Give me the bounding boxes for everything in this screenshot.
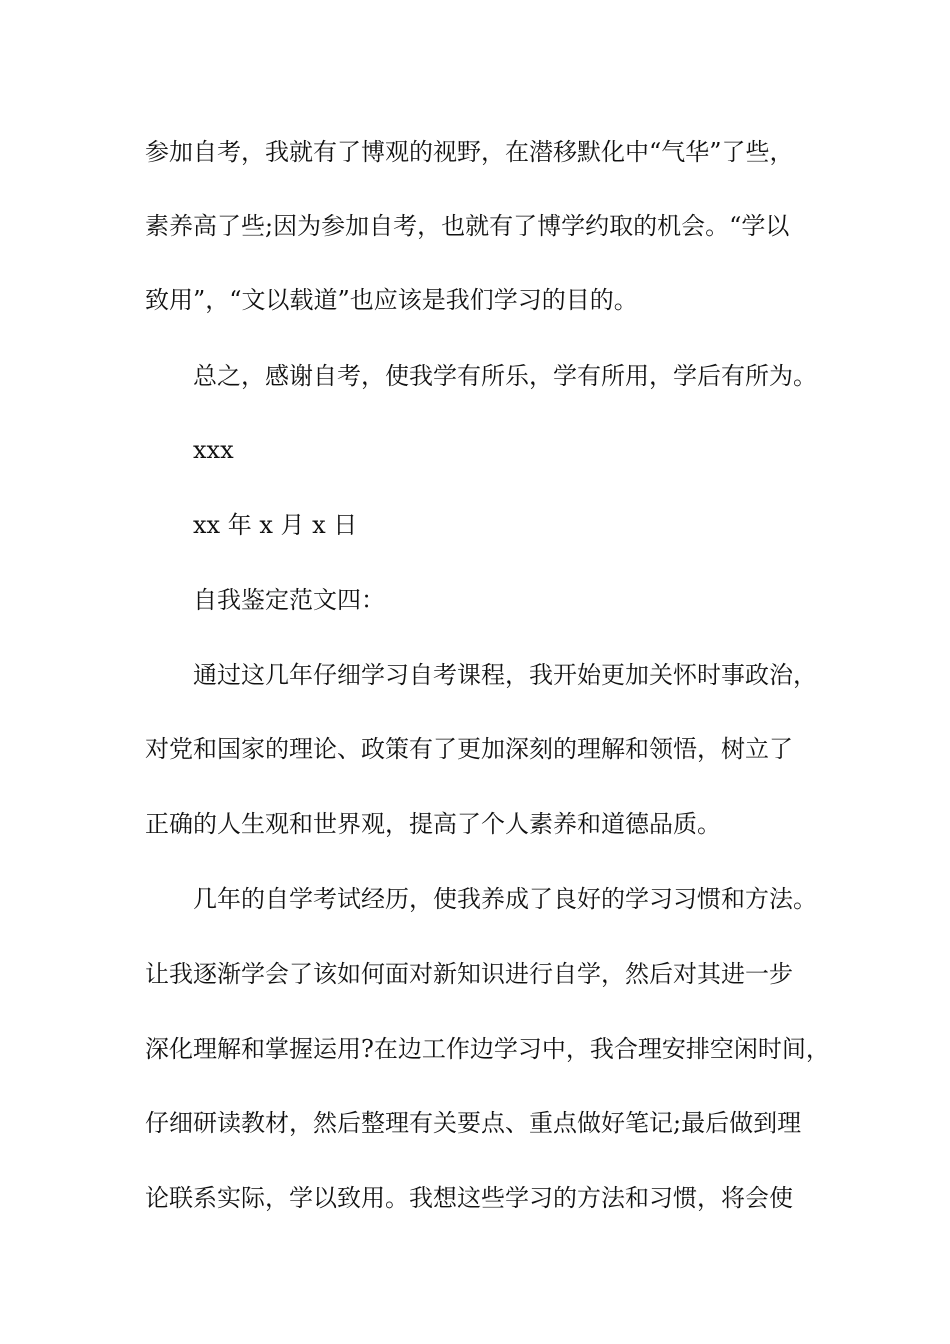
body-text-line: 正确的人生观和世界观，提高了个人素养和道德品质。 <box>145 810 721 838</box>
paragraph-first-line: 几年的自学考试经历，使我养成了良好的学习习惯和方法。 <box>193 885 817 913</box>
body-text-line: 对党和国家的理论、政策有了更加深刻的理解和领悟，树立了 <box>145 735 793 763</box>
signature-date: xx 年 x 月 x 日 <box>193 511 358 539</box>
body-text-line: 让我逐渐学会了该如何面对新知识进行自学，然后对其进一步 <box>145 960 793 988</box>
body-text-line: 参加自考，我就有了博观的视野，在潜移默化中“气华”了些， <box>145 138 794 166</box>
body-text-line: 素养高了些;因为参加自考，也就有了博学约取的机会。“学以 <box>145 212 790 240</box>
paragraph-first-line: 总之，感谢自考，使我学有所乐，学有所用，学后有所为。 <box>193 362 817 390</box>
signature-name: xxx <box>193 436 234 464</box>
body-text-line: 致用”，“文以载道”也应该是我们学习的目的。 <box>145 286 638 314</box>
body-text-line: 深化理解和掌握运用?在边工作边学习中，我合理安排空闲时间， <box>145 1035 830 1063</box>
body-text-line: 论联系实际，学以致用。我想这些学习的方法和习惯，将会使 <box>145 1184 793 1212</box>
paragraph-first-line: 通过这几年仔细学习自考课程，我开始更加关怀时事政治， <box>193 661 817 689</box>
section-heading: 自我鉴定范文四： <box>193 586 385 614</box>
body-text-line: 仔细研读教材，然后整理有关要点、重点做好笔记;最后做到理 <box>145 1109 802 1137</box>
